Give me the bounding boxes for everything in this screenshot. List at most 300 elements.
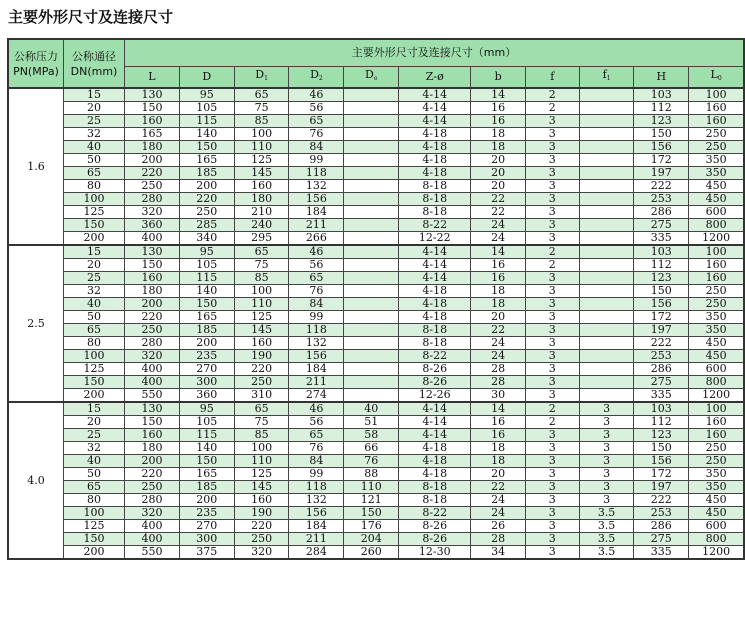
dn-cell: 125 (63, 206, 124, 219)
header-dn-label: 公称通径 (72, 49, 116, 63)
value-cell: 2 (525, 88, 579, 102)
value-cell: 150 (634, 128, 689, 141)
value-cell (344, 154, 399, 167)
value-cell: 28 (471, 533, 525, 546)
column-header-main: D (202, 70, 212, 83)
value-cell: 253 (634, 350, 689, 363)
value-cell (579, 115, 634, 128)
value-cell: 600 (689, 206, 744, 219)
value-cell: 280 (125, 494, 180, 507)
value-cell: 4-14 (399, 416, 471, 429)
value-cell: 132 (289, 180, 344, 193)
value-cell: 286 (634, 520, 689, 533)
value-cell: 180 (125, 141, 180, 154)
value-cell: 3 (525, 376, 579, 389)
value-cell: 125 (234, 468, 289, 481)
value-cell: 2 (525, 102, 579, 115)
value-cell: 20 (471, 311, 525, 324)
value-cell: 4-18 (399, 141, 471, 154)
dn-cell: 50 (63, 468, 124, 481)
value-cell: 3 (525, 128, 579, 141)
value-cell: 110 (234, 298, 289, 311)
table-row (8, 337, 744, 350)
value-cell: 22 (471, 206, 525, 219)
value-cell: 65 (234, 402, 289, 416)
table-row (8, 167, 744, 180)
value-cell: 100 (689, 88, 744, 102)
value-cell: 3 (579, 481, 634, 494)
value-cell: 8-18 (399, 206, 471, 219)
value-cell: 76 (344, 455, 399, 468)
column-header-subscript: 0 (717, 75, 722, 82)
value-cell: 350 (689, 154, 744, 167)
value-cell: 285 (179, 219, 234, 232)
table-row (8, 468, 744, 481)
value-cell: 156 (634, 455, 689, 468)
value-cell: 150 (179, 141, 234, 154)
value-cell: 75 (234, 259, 289, 272)
dn-cell: 200 (63, 546, 124, 560)
value-cell: 280 (125, 337, 180, 350)
value-cell: 4-18 (399, 468, 471, 481)
value-cell: 2 (525, 402, 579, 416)
dn-cell: 50 (63, 154, 124, 167)
value-cell: 160 (689, 102, 744, 115)
value-cell: 145 (234, 167, 289, 180)
column-header-main: D (255, 68, 265, 81)
value-cell: 3 (525, 337, 579, 350)
dn-cell: 40 (63, 455, 124, 468)
value-cell (344, 232, 399, 246)
table-row (8, 350, 744, 363)
value-cell: 270 (179, 363, 234, 376)
value-cell (344, 363, 399, 376)
value-cell: 112 (634, 102, 689, 115)
value-cell: 3 (525, 324, 579, 337)
value-cell: 145 (234, 481, 289, 494)
value-cell: 220 (125, 311, 180, 324)
value-cell: 8-22 (399, 507, 471, 520)
value-cell: 3 (525, 285, 579, 298)
column-header (525, 67, 579, 89)
value-cell: 150 (125, 102, 180, 115)
value-cell: 160 (125, 429, 180, 442)
value-cell (579, 206, 634, 219)
value-cell: 222 (634, 494, 689, 507)
value-cell: 4-18 (399, 154, 471, 167)
dn-cell: 125 (63, 363, 124, 376)
value-cell: 99 (289, 311, 344, 324)
value-cell: 95 (179, 245, 234, 259)
value-cell: 140 (179, 128, 234, 141)
table-row (8, 259, 744, 272)
value-cell: 22 (471, 324, 525, 337)
dn-cell: 100 (63, 507, 124, 520)
value-cell: 3 (525, 206, 579, 219)
value-cell: 85 (234, 115, 289, 128)
value-cell (579, 324, 634, 337)
value-cell: 150 (634, 442, 689, 455)
value-cell: 4-18 (399, 285, 471, 298)
value-cell: 3 (525, 507, 579, 520)
value-cell: 28 (471, 376, 525, 389)
value-cell: 180 (125, 442, 180, 455)
value-cell: 84 (289, 298, 344, 311)
value-cell: 123 (634, 272, 689, 285)
value-cell: 185 (179, 481, 234, 494)
value-cell (344, 206, 399, 219)
value-cell: 156 (634, 141, 689, 154)
value-cell: 4-14 (399, 102, 471, 115)
value-cell: 1200 (689, 389, 744, 403)
dn-cell: 32 (63, 285, 124, 298)
value-cell: 95 (179, 402, 234, 416)
value-cell: 4-14 (399, 272, 471, 285)
table-row (8, 102, 744, 115)
value-cell: 250 (125, 180, 180, 193)
value-cell: 172 (634, 154, 689, 167)
value-cell: 340 (179, 232, 234, 246)
value-cell: 46 (289, 245, 344, 259)
column-header (689, 67, 744, 89)
value-cell: 34 (471, 546, 525, 560)
column-header (179, 67, 234, 89)
value-cell: 4-18 (399, 311, 471, 324)
value-cell (344, 88, 399, 102)
value-cell: 8-22 (399, 219, 471, 232)
value-cell: 3.5 (579, 520, 634, 533)
value-cell: 250 (125, 324, 180, 337)
value-cell: 18 (471, 298, 525, 311)
value-cell: 450 (689, 193, 744, 206)
value-cell: 132 (289, 494, 344, 507)
dn-cell: 125 (63, 520, 124, 533)
value-cell: 176 (344, 520, 399, 533)
value-cell: 450 (689, 507, 744, 520)
value-cell: 280 (125, 193, 180, 206)
value-cell: 550 (125, 389, 180, 403)
table-row (8, 546, 744, 560)
value-cell: 26 (471, 520, 525, 533)
value-cell: 8-18 (399, 337, 471, 350)
value-cell (344, 376, 399, 389)
value-cell: 253 (634, 507, 689, 520)
value-cell: 20 (471, 180, 525, 193)
value-cell: 400 (125, 376, 180, 389)
value-cell: 240 (234, 219, 289, 232)
value-cell: 85 (234, 272, 289, 285)
value-cell (344, 272, 399, 285)
value-cell: 24 (471, 507, 525, 520)
value-cell: 450 (689, 350, 744, 363)
value-cell: 150 (125, 416, 180, 429)
value-cell: 18 (471, 442, 525, 455)
value-cell: 4-14 (399, 429, 471, 442)
dn-cell: 65 (63, 481, 124, 494)
value-cell: 112 (634, 259, 689, 272)
table-row (8, 128, 744, 141)
dn-cell: 150 (63, 376, 124, 389)
table-row (8, 363, 744, 376)
table-row (8, 219, 744, 232)
table-row (8, 520, 744, 533)
column-header-main: f (602, 68, 607, 81)
value-cell: 3 (525, 154, 579, 167)
value-cell: 150 (179, 298, 234, 311)
pressure-cell: 4.0 (8, 402, 63, 559)
value-cell: 4-18 (399, 167, 471, 180)
value-cell: 200 (179, 337, 234, 350)
column-header-subscript: 1 (264, 75, 268, 82)
value-cell: 250 (179, 206, 234, 219)
value-cell: 211 (289, 219, 344, 232)
value-cell: 165 (125, 128, 180, 141)
value-cell: 250 (234, 533, 289, 546)
value-cell: 14 (471, 88, 525, 102)
value-cell: 3 (525, 193, 579, 206)
value-cell: 160 (125, 272, 180, 285)
value-cell: 3 (525, 141, 579, 154)
value-cell: 3 (525, 180, 579, 193)
value-cell: 16 (471, 102, 525, 115)
value-cell: 222 (634, 180, 689, 193)
value-cell: 51 (344, 416, 399, 429)
dn-cell: 40 (63, 141, 124, 154)
value-cell: 16 (471, 115, 525, 128)
column-header-main: b (494, 70, 502, 83)
value-cell: 260 (344, 546, 399, 560)
value-cell: 150 (125, 259, 180, 272)
value-cell: 16 (471, 272, 525, 285)
value-cell: 200 (179, 494, 234, 507)
value-cell: 400 (125, 520, 180, 533)
column-header (399, 67, 471, 89)
value-cell: 360 (125, 219, 180, 232)
value-cell: 123 (634, 429, 689, 442)
dn-cell: 100 (63, 193, 124, 206)
value-cell (579, 363, 634, 376)
value-cell: 46 (289, 88, 344, 102)
value-cell (344, 128, 399, 141)
value-cell: 8-22 (399, 350, 471, 363)
value-cell: 350 (689, 468, 744, 481)
value-cell: 3 (525, 468, 579, 481)
value-cell: 300 (179, 376, 234, 389)
value-cell: 28 (471, 363, 525, 376)
table-row (8, 494, 744, 507)
value-cell (579, 298, 634, 311)
value-cell: 100 (689, 245, 744, 259)
value-cell: 220 (179, 193, 234, 206)
dn-cell: 25 (63, 429, 124, 442)
value-cell: 360 (179, 389, 234, 403)
table-row (8, 533, 744, 546)
value-cell: 24 (471, 219, 525, 232)
value-cell: 20 (471, 154, 525, 167)
value-cell (579, 285, 634, 298)
value-cell: 14 (471, 245, 525, 259)
value-cell: 20 (471, 468, 525, 481)
value-cell (344, 180, 399, 193)
column-header-main: D (365, 68, 374, 81)
value-cell: 185 (179, 167, 234, 180)
column-header-main: Z-ø (425, 70, 444, 83)
value-cell: 3 (579, 429, 634, 442)
value-cell (344, 298, 399, 311)
value-cell: 3 (525, 546, 579, 560)
value-cell: 253 (634, 193, 689, 206)
dn-cell: 32 (63, 442, 124, 455)
column-header (234, 67, 289, 89)
value-cell: 172 (634, 468, 689, 481)
value-cell: 12-26 (399, 389, 471, 403)
value-cell: 220 (125, 167, 180, 180)
value-cell: 204 (344, 533, 399, 546)
dn-cell: 200 (63, 232, 124, 246)
table-row (8, 507, 744, 520)
value-cell: 235 (179, 350, 234, 363)
header-pn-unit: PN(MPa) (13, 64, 59, 78)
value-cell: 100 (234, 285, 289, 298)
value-cell: 156 (289, 507, 344, 520)
dn-cell: 200 (63, 389, 124, 403)
column-header (634, 67, 689, 89)
dn-cell: 65 (63, 167, 124, 180)
table-row (8, 376, 744, 389)
dn-cell: 32 (63, 128, 124, 141)
value-cell: 110 (234, 141, 289, 154)
table-row (8, 324, 744, 337)
value-cell: 88 (344, 468, 399, 481)
value-cell: 250 (689, 141, 744, 154)
value-cell: 190 (234, 350, 289, 363)
value-cell: 180 (234, 193, 289, 206)
value-cell: 450 (689, 180, 744, 193)
value-cell: 2 (525, 416, 579, 429)
value-cell: 65 (234, 245, 289, 259)
header-pn-label: 公称压力 (13, 49, 58, 63)
column-header (579, 67, 634, 89)
value-cell: 220 (125, 468, 180, 481)
value-cell: 3 (579, 468, 634, 481)
value-cell: 16 (471, 259, 525, 272)
value-cell: 84 (289, 141, 344, 154)
dn-cell: 50 (63, 311, 124, 324)
value-cell: 115 (179, 429, 234, 442)
value-cell: 8-18 (399, 481, 471, 494)
value-cell: 160 (689, 115, 744, 128)
value-cell (579, 180, 634, 193)
value-cell: 3 (579, 402, 634, 416)
pressure-cell: 2.5 (8, 245, 63, 402)
value-cell: 65 (289, 429, 344, 442)
value-cell: 250 (689, 128, 744, 141)
value-cell: 95 (179, 88, 234, 102)
page-title: 主要外形尺寸及连接尺寸 (8, 8, 174, 26)
value-cell: 3.5 (579, 546, 634, 560)
value-cell: 18 (471, 141, 525, 154)
value-cell: 3 (579, 494, 634, 507)
value-cell: 140 (179, 285, 234, 298)
value-cell: 320 (125, 350, 180, 363)
value-cell: 160 (234, 337, 289, 350)
value-cell: 160 (234, 180, 289, 193)
value-cell: 180 (125, 285, 180, 298)
value-cell: 24 (471, 494, 525, 507)
value-cell: 103 (634, 402, 689, 416)
column-header-main: f (550, 70, 555, 83)
value-cell: 24 (471, 350, 525, 363)
value-cell: 250 (689, 298, 744, 311)
value-cell: 123 (634, 115, 689, 128)
dn-cell: 25 (63, 115, 124, 128)
value-cell: 125 (234, 311, 289, 324)
value-cell: 66 (344, 442, 399, 455)
value-cell: 350 (689, 311, 744, 324)
value-cell (344, 219, 399, 232)
value-cell (579, 167, 634, 180)
value-cell: 190 (234, 507, 289, 520)
value-cell: 76 (289, 442, 344, 455)
dn-cell: 65 (63, 324, 124, 337)
value-cell: 800 (689, 376, 744, 389)
value-cell: 65 (289, 272, 344, 285)
value-cell: 197 (634, 167, 689, 180)
value-cell: 200 (125, 298, 180, 311)
header-pn (8, 39, 63, 88)
header-dimensions: 主要外形尺寸及连接尺寸（mm） (125, 39, 744, 67)
value-cell (579, 128, 634, 141)
value-cell: 160 (234, 494, 289, 507)
value-cell: 75 (234, 416, 289, 429)
value-cell (579, 232, 634, 246)
value-cell: 275 (634, 533, 689, 546)
value-cell: 184 (289, 206, 344, 219)
table-row (8, 285, 744, 298)
value-cell: 250 (689, 455, 744, 468)
value-cell: 3 (579, 442, 634, 455)
value-cell: 1200 (689, 232, 744, 246)
value-cell: 145 (234, 324, 289, 337)
value-cell (344, 350, 399, 363)
value-cell (344, 102, 399, 115)
value-cell: 165 (179, 154, 234, 167)
value-cell: 200 (125, 455, 180, 468)
table-row (8, 272, 744, 285)
value-cell: 450 (689, 337, 744, 350)
value-cell: 76 (289, 285, 344, 298)
value-cell: 22 (471, 193, 525, 206)
column-header-main: L (148, 70, 156, 83)
value-cell (344, 259, 399, 272)
value-cell: 4-14 (399, 88, 471, 102)
value-cell: 156 (634, 298, 689, 311)
dn-cell: 20 (63, 416, 124, 429)
value-cell: 286 (634, 363, 689, 376)
value-cell: 310 (234, 389, 289, 403)
value-cell: 99 (289, 154, 344, 167)
value-cell (579, 141, 634, 154)
value-cell: 3.5 (579, 533, 634, 546)
column-header-subscript: 1 (606, 75, 611, 82)
value-cell: 105 (179, 259, 234, 272)
value-cell: 235 (179, 507, 234, 520)
value-cell: 8-18 (399, 180, 471, 193)
value-cell: 118 (289, 481, 344, 494)
value-cell: 156 (289, 193, 344, 206)
value-cell: 3 (579, 416, 634, 429)
value-cell (344, 141, 399, 154)
